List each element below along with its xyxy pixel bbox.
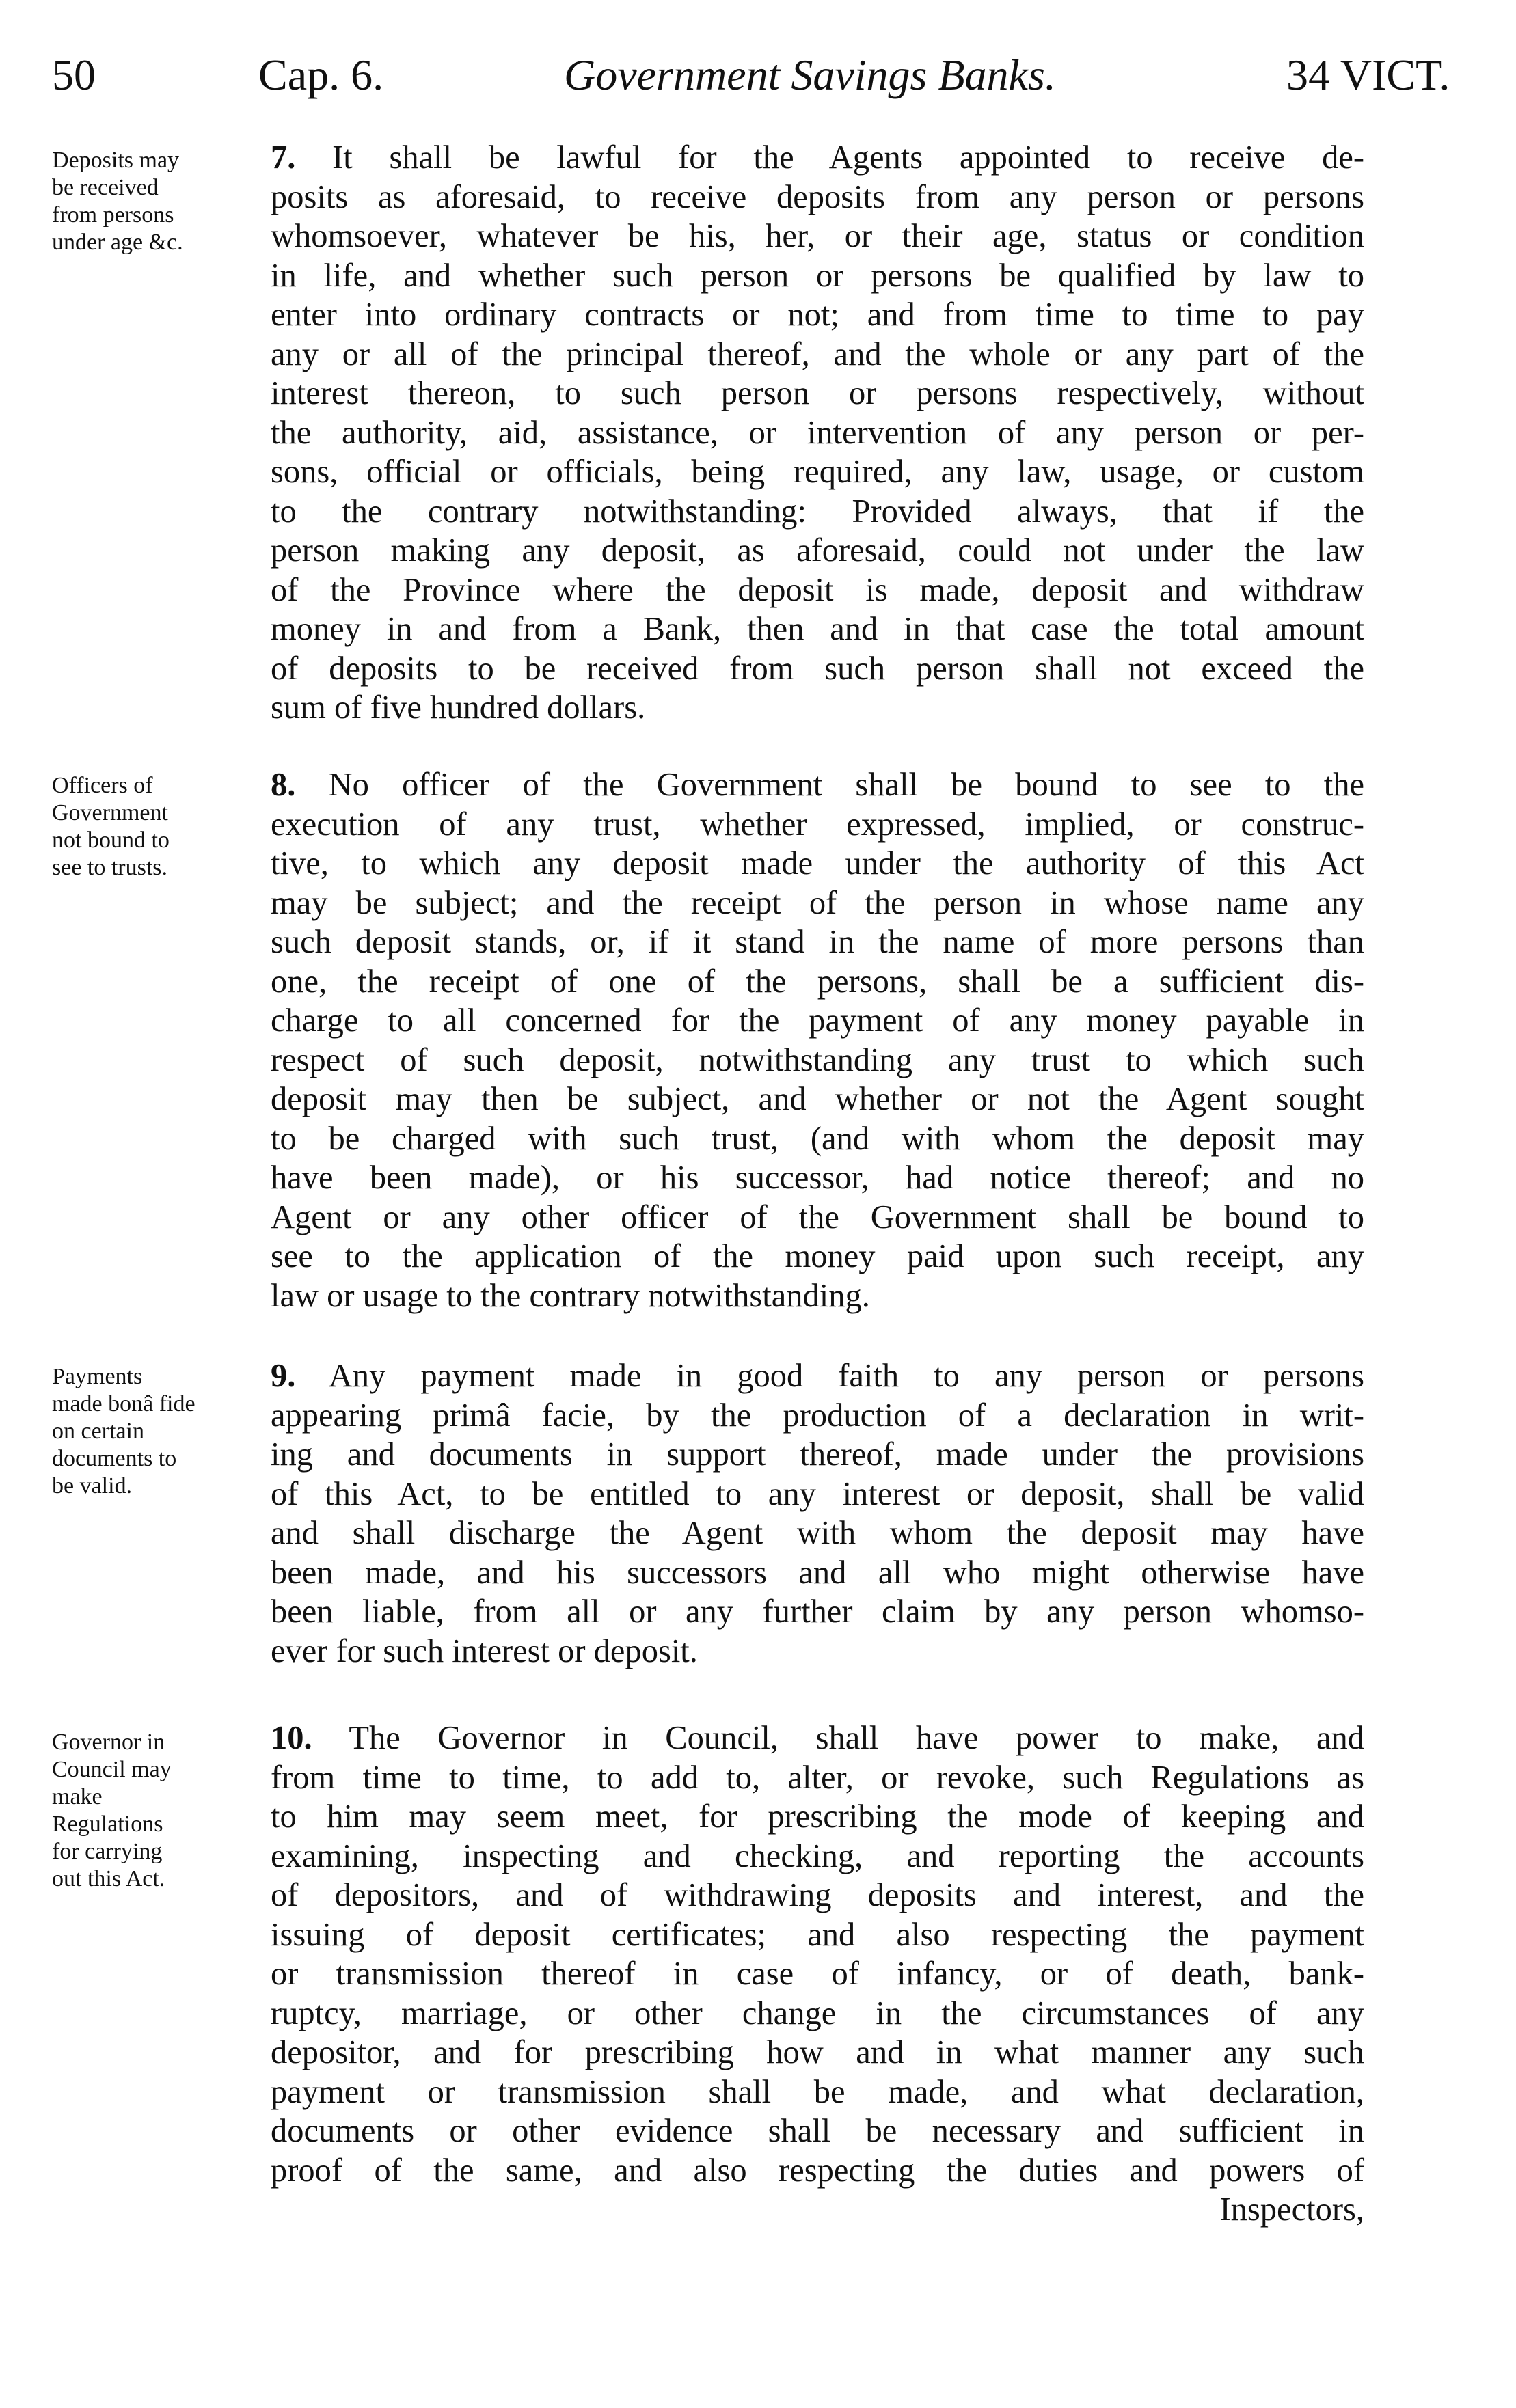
section-line: been liable, from all or any further claim by any person whomso- — [271, 1593, 1364, 1630]
section-line: issuing of deposit certificates; and also respecting the payment — [271, 1916, 1364, 1953]
section-line: ruptcy, marriage, or other change in the circumstances of any — [271, 1995, 1364, 2031]
line-text: It shall be lawful for the Agents appointed to receive de- — [332, 139, 1365, 176]
section-8 — [271, 765, 1364, 1315]
section-line: in life, and whether such person or persons be qualified by law to — [271, 257, 1364, 294]
margin-note-line: out this Act. — [52, 1866, 165, 1891]
section-number: 7. — [271, 139, 296, 176]
margin-note-line: Officers of — [52, 773, 153, 798]
section-10 — [271, 1719, 1364, 2230]
section-line: or transmission thereof in case of infancy, or of death, bank- — [271, 1956, 1364, 1992]
section-line: appearing primâ facie, by the production of a declaration in writ- — [271, 1397, 1364, 1434]
section-line: from time to time, to add to, alter, or revoke, such Regulations as — [271, 1759, 1364, 1796]
section-line — [271, 765, 1364, 805]
margin-note-line: Regulations — [52, 1811, 163, 1837]
section-line: depositor, and for prescribing how and in what manner any such — [271, 2034, 1364, 2070]
section-line: law or usage to the contrary notwithstanding. — [271, 1277, 870, 1314]
margin-note-line: documents to — [52, 1446, 177, 1471]
section-line: ing and documents in support thereof, made under the provisions — [271, 1436, 1364, 1473]
section-number: 10. — [271, 1720, 312, 1756]
section-9 — [271, 1356, 1364, 1671]
section-line: of depositors, and of withdrawing deposits and interest, and the — [271, 1877, 1364, 1913]
section-line: examining, inspecting and checking, and reporting the accounts — [271, 1837, 1364, 1874]
section-line: such deposit stands, or, if it stand in the name of more persons than — [271, 924, 1364, 960]
section-line — [271, 1719, 1364, 1758]
section-number: 8. — [271, 767, 296, 803]
margin-note-section-9 — [52, 1363, 278, 1500]
section-7 — [271, 138, 1364, 728]
margin-note-line: under age &c. — [52, 230, 183, 255]
margin-note-line: make — [52, 1784, 103, 1809]
running-header — [0, 36, 1516, 111]
section-line: tive, to which any deposit made under the authority of this Act — [271, 845, 1364, 881]
section-line: interest thereon, to such person or persons respectively, without — [271, 375, 1364, 411]
section-line: to be charged with such trust, (and with whom the deposit may — [271, 1120, 1364, 1157]
section-line: see to the application of the money paid upon such receipt, any — [271, 1238, 1364, 1274]
margin-note-line: made bonâ fide — [52, 1391, 195, 1417]
margin-note-line: for carrying — [52, 1839, 163, 1864]
section-line: one, the receipt of one of the persons, shall be a sufficient dis- — [271, 963, 1364, 1000]
section-line: money in and from a Bank, then and in that case the total amount — [271, 611, 1364, 647]
section-line: whomsoever, whatever be his, her, or their age, status or condition — [271, 218, 1364, 254]
chapter-label: Cap. 6. — [258, 51, 384, 99]
margin-note-line: Council may — [52, 1757, 172, 1782]
section-line: may be subject; and the receipt of the person in whose name any — [271, 884, 1364, 921]
section-line: the authority, aid, assistance, or intervention of any person or per- — [271, 414, 1364, 451]
section-line: Agent or any other officer of the Government shall be bound to — [271, 1199, 1364, 1235]
section-line: any or all of the principal thereof, and the whole or any part of the — [271, 336, 1364, 372]
section-line: deposit may then be subject, and whether or not the Agent sought — [271, 1081, 1364, 1117]
section-line: to the contrary notwithstanding: Provided always, that if the — [271, 493, 1364, 530]
margin-note-line: see to trusts. — [52, 855, 168, 880]
margin-note-line: Deposits may — [52, 148, 180, 173]
section-line: payment or transmission shall be made, and what declaration, — [271, 2073, 1364, 2110]
section-line: enter into ordinary contracts or not; and from time to time to pay — [271, 297, 1364, 333]
margin-note-line: Governor in — [52, 1729, 165, 1755]
line-text: The Governor in Council, shall have power to make, and — [349, 1720, 1364, 1756]
margin-note-line: Payments — [52, 1364, 143, 1389]
line-text: Any payment made in good faith to any person or persons — [328, 1358, 1364, 1394]
margin-note-line: be received — [52, 175, 159, 200]
section-line: of deposits to be received from such person shall not exceed the — [271, 650, 1364, 687]
margin-note-line: on certain — [52, 1419, 144, 1444]
section-line: have been made), or his successor, had notice thereof; and no — [271, 1160, 1364, 1196]
margin-note-line: from persons — [52, 202, 174, 228]
section-line: ever for such interest or deposit. — [271, 1632, 698, 1669]
section-line: been made, and his successors and all who might otherwise have — [271, 1554, 1364, 1591]
running-title: Government Savings Banks. — [564, 51, 1056, 99]
section-line: posits as aforesaid, to receive deposits from any person or persons — [271, 178, 1364, 215]
section-line: respect of such deposit, notwithstanding any trust to which such — [271, 1041, 1364, 1078]
regnal-year: 34 VICT. — [1286, 51, 1450, 99]
catchword: Inspectors, — [1219, 2191, 1364, 2228]
section-line: documents or other evidence shall be necessary and sufficient in — [271, 2113, 1364, 2149]
section-number: 9. — [271, 1358, 296, 1394]
margin-note-section-10 — [52, 1729, 278, 1893]
margin-note-line: be valid. — [52, 1473, 133, 1499]
section-line: of this Act, to be entitled to any interest or deposit, shall be valid — [271, 1475, 1364, 1512]
section-line: person making any deposit, as aforesaid, could not under the law — [271, 532, 1364, 569]
margin-note-section-8 — [52, 772, 278, 881]
section-line: to him may seem meet, for prescribing the mode of keeping and — [271, 1798, 1364, 1835]
section-line: and shall discharge the Agent with whom the deposit may have — [271, 1515, 1364, 1551]
section-line: charge to all concerned for the payment of any money payable in — [271, 1002, 1364, 1039]
section-line: sons, official or officials, being required, any law, usage, or custom — [271, 454, 1364, 490]
line-text: No officer of the Government shall be bound to see to the — [328, 767, 1365, 803]
section-line — [271, 1356, 1364, 1396]
page-number: 50 — [52, 51, 96, 99]
section-line: proof of the same, and also respecting the duties and powers of — [271, 2152, 1364, 2189]
section-line: sum of five hundred dollars. — [271, 689, 646, 726]
margin-note-section-7 — [52, 147, 278, 256]
section-line: execution of any trust, whether expressed, implied, or construc- — [271, 806, 1364, 843]
margin-note-line: Government — [52, 800, 168, 825]
margin-note-line: not bound to — [52, 827, 170, 853]
section-line — [271, 138, 1364, 178]
section-line: of the Province where the deposit is made, deposit and withdraw — [271, 571, 1364, 608]
